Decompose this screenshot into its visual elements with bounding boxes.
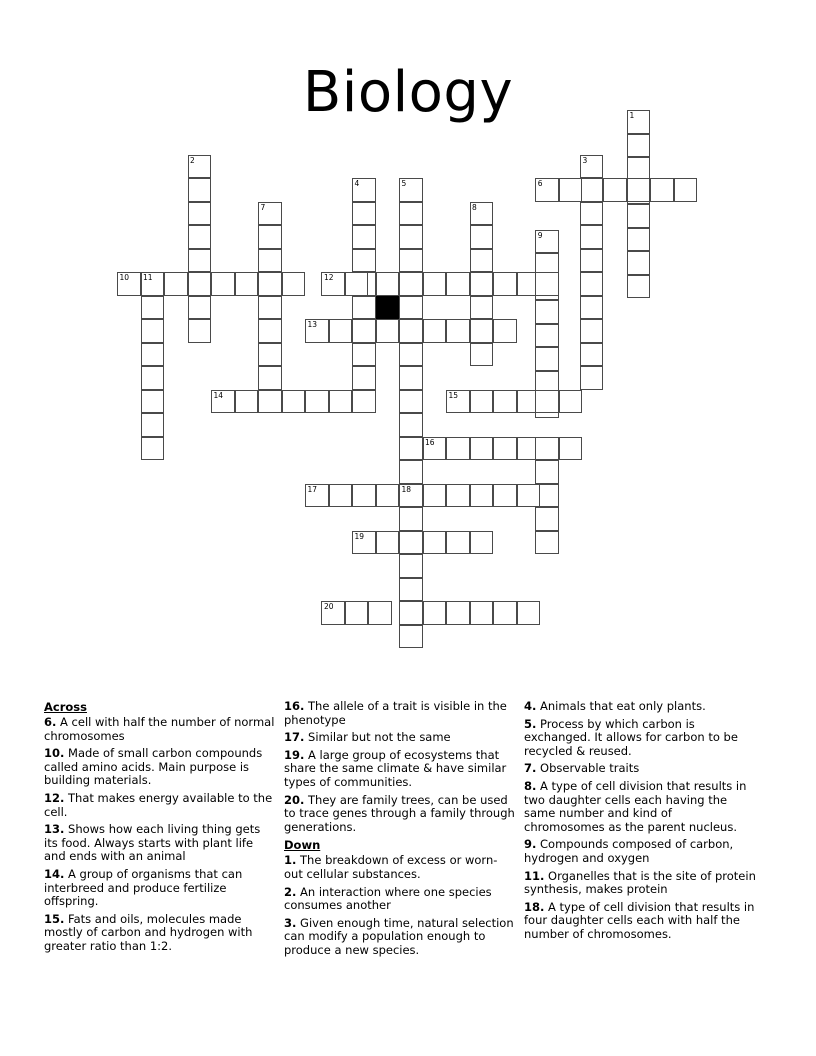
grid-cell[interactable] bbox=[376, 319, 400, 343]
clue-down-9 bbox=[524, 838, 756, 865]
clue-number: 16. bbox=[284, 699, 305, 713]
grid-cell[interactable] bbox=[470, 202, 494, 226]
grid-cell[interactable] bbox=[470, 249, 494, 273]
grid-cell[interactable] bbox=[446, 272, 470, 296]
grid-cell[interactable] bbox=[258, 202, 282, 226]
grid-cell[interactable] bbox=[188, 249, 212, 273]
grid-cell[interactable] bbox=[674, 178, 698, 202]
grid-cell[interactable] bbox=[535, 230, 559, 254]
grid-cell[interactable] bbox=[580, 155, 604, 179]
cell-number: 7 bbox=[260, 202, 266, 212]
clue-across-6 bbox=[44, 716, 276, 743]
clue-number: 4. bbox=[524, 699, 537, 713]
clue-text: The breakdown of excess or worn-out cellular substances. bbox=[284, 853, 498, 881]
grid-cell[interactable] bbox=[423, 601, 447, 625]
grid-cell[interactable] bbox=[321, 272, 345, 296]
clue-down-3 bbox=[284, 917, 516, 958]
grid-cell[interactable] bbox=[399, 296, 423, 320]
grid-cell[interactable] bbox=[141, 343, 165, 367]
clue-number: 2. bbox=[284, 884, 297, 899]
cell-number: 4 bbox=[354, 179, 360, 189]
grid-cell[interactable] bbox=[535, 531, 559, 555]
grid-cell[interactable] bbox=[211, 390, 235, 414]
cell-number: 17 bbox=[307, 484, 318, 494]
grid-cell[interactable] bbox=[399, 625, 423, 649]
grid-cell[interactable] bbox=[399, 507, 423, 531]
clue-text: Shows how each living thing gets its food. Always starts with plant life and ends with an animal bbox=[44, 822, 261, 864]
grid-cell[interactable] bbox=[535, 347, 559, 371]
clue-text: A large group of ecosystems that share the same climate & have similar types of communities. bbox=[284, 747, 507, 789]
grid-cell[interactable] bbox=[446, 601, 470, 625]
grid-cell[interactable] bbox=[352, 390, 376, 414]
clue-column-3 bbox=[524, 700, 762, 946]
clue-across-13 bbox=[44, 823, 276, 864]
grid-cell[interactable] bbox=[258, 390, 282, 414]
cell-number: 9 bbox=[537, 230, 543, 240]
grid-cell[interactable] bbox=[535, 300, 559, 324]
grid-cell[interactable] bbox=[188, 319, 212, 343]
grid-cell[interactable] bbox=[141, 319, 165, 343]
clue-text: The allele of a trait is visible in the phenotype bbox=[284, 699, 507, 727]
grid-cell[interactable] bbox=[580, 296, 604, 320]
grid-cell[interactable] bbox=[235, 272, 259, 296]
cell-number: 5 bbox=[401, 179, 407, 189]
grid-cell[interactable] bbox=[376, 484, 400, 508]
grid-cell[interactable] bbox=[141, 390, 165, 414]
grid-cell[interactable] bbox=[535, 324, 559, 348]
grid-cell[interactable] bbox=[352, 484, 376, 508]
grid-cell[interactable] bbox=[399, 578, 423, 602]
clue-across-12 bbox=[44, 792, 276, 819]
grid-cell[interactable] bbox=[399, 460, 423, 484]
grid-cell[interactable] bbox=[399, 413, 423, 437]
grid-cell[interactable] bbox=[493, 272, 517, 296]
cell-number: 19 bbox=[354, 531, 365, 541]
clue-across-16 bbox=[284, 700, 516, 727]
grid-cell[interactable] bbox=[352, 202, 376, 226]
grid-cell[interactable] bbox=[211, 272, 235, 296]
grid-cell[interactable] bbox=[470, 272, 494, 296]
grid-cell[interactable] bbox=[535, 272, 559, 296]
grid-cell[interactable] bbox=[188, 296, 212, 320]
clue-text: Made of small carbon compounds called amino acids. Main purpose is building materials. bbox=[44, 746, 263, 788]
grid-cell[interactable] bbox=[580, 272, 604, 296]
clue-number: 11. bbox=[524, 868, 545, 883]
grid-cell[interactable] bbox=[423, 531, 447, 555]
grid-cell[interactable] bbox=[470, 319, 494, 343]
grid-cell[interactable] bbox=[423, 319, 447, 343]
grid-cell[interactable] bbox=[141, 437, 165, 461]
cell-number: 10 bbox=[119, 273, 130, 283]
grid-cell[interactable] bbox=[235, 390, 259, 414]
grid-cell[interactable] bbox=[399, 319, 423, 343]
grid-cell[interactable] bbox=[627, 157, 651, 181]
grid-cell[interactable] bbox=[470, 296, 494, 320]
grid-cell[interactable] bbox=[580, 366, 604, 390]
grid-cell[interactable] bbox=[352, 225, 376, 249]
grid-cell[interactable] bbox=[535, 178, 559, 202]
clue-column-1 bbox=[44, 700, 282, 958]
grid-cell[interactable] bbox=[258, 225, 282, 249]
grid-cell[interactable] bbox=[446, 484, 470, 508]
grid-cell[interactable] bbox=[352, 366, 376, 390]
grid-cell[interactable] bbox=[141, 272, 165, 296]
grid-cell[interactable] bbox=[446, 390, 470, 414]
grid-cell[interactable] bbox=[188, 202, 212, 226]
grid-cell[interactable] bbox=[376, 272, 400, 296]
cell-number: 3 bbox=[582, 155, 588, 165]
grid-cell[interactable] bbox=[493, 437, 517, 461]
clue-number: 9. bbox=[524, 837, 537, 852]
grid-cell[interactable] bbox=[470, 225, 494, 249]
grid-cell[interactable] bbox=[517, 484, 541, 508]
grid-cell[interactable] bbox=[535, 507, 559, 531]
grid-cell[interactable] bbox=[352, 296, 376, 320]
grid-cell[interactable] bbox=[423, 272, 447, 296]
grid-cell[interactable] bbox=[470, 531, 494, 555]
grid-cell[interactable] bbox=[258, 272, 282, 296]
grid-cell[interactable] bbox=[282, 272, 306, 296]
clue-number: 14. bbox=[44, 866, 65, 881]
grid-cell[interactable] bbox=[141, 296, 165, 320]
grid-cell[interactable] bbox=[627, 134, 651, 158]
grid-cell[interactable] bbox=[627, 178, 651, 202]
grid-cell[interactable] bbox=[352, 531, 376, 555]
grid-cell[interactable] bbox=[258, 343, 282, 367]
clue-text: They are family trees, can be used to trace genes through a family through generations. bbox=[284, 792, 515, 834]
grid-cell[interactable] bbox=[141, 366, 165, 390]
cell-number: 13 bbox=[307, 320, 318, 330]
grid-cell[interactable] bbox=[493, 390, 517, 414]
grid-cell[interactable] bbox=[352, 249, 376, 273]
grid-cell[interactable] bbox=[282, 390, 306, 414]
cell-number: 6 bbox=[537, 179, 543, 189]
clue-column-2 bbox=[284, 700, 522, 962]
grid-cell[interactable] bbox=[399, 531, 423, 555]
grid-cell[interactable] bbox=[446, 531, 470, 555]
grid-cell[interactable] bbox=[535, 390, 559, 414]
grid-cell[interactable] bbox=[352, 343, 376, 367]
grid-cell[interactable] bbox=[580, 249, 604, 273]
grid-cell[interactable] bbox=[305, 319, 329, 343]
grid-cell[interactable] bbox=[352, 319, 376, 343]
grid-cell[interactable] bbox=[305, 390, 329, 414]
grid-cell[interactable] bbox=[399, 343, 423, 367]
grid-cell[interactable] bbox=[493, 601, 517, 625]
down-heading: Down bbox=[284, 838, 321, 853]
grid-cell[interactable] bbox=[559, 437, 583, 461]
grid-cell[interactable] bbox=[627, 251, 651, 275]
grid-cell[interactable] bbox=[493, 484, 517, 508]
grid-cell[interactable] bbox=[399, 249, 423, 273]
cell-number: 18 bbox=[401, 484, 412, 494]
clue-number: 17. bbox=[284, 730, 305, 745]
grid-cell[interactable] bbox=[470, 390, 494, 414]
grid-cell[interactable] bbox=[345, 272, 369, 296]
clue-down-8 bbox=[524, 780, 756, 834]
grid-cell[interactable] bbox=[258, 249, 282, 273]
clue-number: 19. bbox=[284, 747, 305, 762]
page-title: Biology bbox=[302, 59, 514, 125]
clue-number: 1. bbox=[284, 853, 297, 868]
grid-cell[interactable] bbox=[305, 484, 329, 508]
cell-number: 15 bbox=[448, 390, 459, 400]
grid-cell[interactable] bbox=[399, 225, 423, 249]
grid-cell[interactable] bbox=[470, 437, 494, 461]
clue-across-17 bbox=[284, 731, 516, 745]
grid-cell[interactable] bbox=[559, 178, 583, 202]
clue-across-20 bbox=[284, 794, 516, 835]
grid-cell[interactable] bbox=[627, 228, 651, 252]
grid-cell[interactable] bbox=[580, 202, 604, 226]
grid-cell[interactable] bbox=[329, 484, 353, 508]
grid-cell[interactable] bbox=[399, 601, 423, 625]
clue-text: Similar but not the same bbox=[304, 730, 451, 745]
clue-text: That makes energy available to the cell. bbox=[44, 790, 273, 819]
clue-text: A cell with half the number of normal chromosomes bbox=[44, 715, 275, 743]
grid-cell[interactable] bbox=[535, 460, 559, 484]
clue-text: A group of organisms that can interbreed and produce fertilize offspring. bbox=[44, 866, 243, 909]
grid-cell[interactable] bbox=[188, 155, 212, 179]
cell-number: 14 bbox=[213, 390, 224, 400]
clue-down-18 bbox=[524, 901, 756, 942]
grid-cell[interactable] bbox=[446, 437, 470, 461]
clue-number: 12. bbox=[44, 790, 65, 805]
clue-across-15 bbox=[44, 913, 276, 954]
grid-cell[interactable] bbox=[345, 601, 369, 625]
grid-cell[interactable] bbox=[535, 437, 559, 461]
clue-across-14 bbox=[44, 868, 276, 909]
grid-cell[interactable] bbox=[603, 178, 627, 202]
grid-cell[interactable] bbox=[141, 413, 165, 437]
grid-cell[interactable] bbox=[580, 343, 604, 367]
clue-text: Fats and oils, molecules made mostly of carbon and hydrogen with greater ratio than 1:2. bbox=[44, 911, 253, 953]
clue-number: 18. bbox=[524, 899, 545, 914]
clue-text: Given enough time, natural selection can modify a population enough to produce a new species. bbox=[284, 915, 514, 957]
grid-cell[interactable] bbox=[188, 272, 212, 296]
grid-cell[interactable] bbox=[321, 601, 345, 625]
grid-cell[interactable] bbox=[399, 202, 423, 226]
grid-cell[interactable] bbox=[580, 319, 604, 343]
clue-number: 15. bbox=[44, 911, 65, 926]
grid-cell[interactable] bbox=[470, 484, 494, 508]
clue-text: A type of cell division that results in two daughter cells each having the same number and kind of chromosomes as the parent nucleus. bbox=[524, 778, 747, 834]
cell-number: 16 bbox=[425, 437, 435, 447]
clue-down-4 bbox=[524, 700, 756, 714]
grid-cell[interactable] bbox=[399, 554, 423, 578]
clue-text: An interaction where one species consumes another bbox=[284, 884, 492, 913]
clue-text: Organelles that is the site of protein synthesis, makes protein bbox=[524, 868, 756, 897]
grid-cell[interactable] bbox=[368, 601, 392, 625]
grid-cell[interactable] bbox=[258, 319, 282, 343]
grid-cell[interactable] bbox=[627, 275, 651, 299]
cell-number: 2 bbox=[190, 155, 195, 165]
clue-number: 3. bbox=[284, 915, 297, 930]
grid-cell[interactable] bbox=[650, 178, 674, 202]
grid-cell[interactable] bbox=[627, 204, 651, 228]
grid-cell[interactable] bbox=[188, 178, 212, 202]
clue-text: Compounds composed of carbon, hydrogen and oxygen bbox=[524, 837, 734, 865]
grid-cell[interactable] bbox=[376, 531, 400, 555]
grid-cell[interactable] bbox=[470, 343, 494, 367]
clues-container bbox=[44, 700, 780, 962]
grid-cell[interactable] bbox=[627, 110, 651, 134]
clue-number: 13. bbox=[44, 822, 65, 837]
clue-down-11 bbox=[524, 870, 756, 897]
clue-text: Animals that eat only plants. bbox=[536, 699, 706, 713]
cell-number: 11 bbox=[143, 273, 153, 283]
grid-cell[interactable] bbox=[446, 319, 470, 343]
grid-cell[interactable] bbox=[493, 319, 517, 343]
grid-cell[interactable] bbox=[164, 272, 188, 296]
clue-number: 5. bbox=[524, 716, 537, 731]
grid-cell[interactable] bbox=[399, 484, 423, 508]
clue-text: Observable traits bbox=[536, 761, 640, 776]
clue-down-5 bbox=[524, 718, 756, 759]
grid-cell[interactable] bbox=[329, 390, 353, 414]
grid-cell[interactable] bbox=[352, 178, 376, 202]
grid-cell[interactable] bbox=[423, 437, 447, 461]
cell-number: 12 bbox=[323, 273, 334, 283]
cell-number: 1 bbox=[629, 111, 635, 120]
clue-across-10 bbox=[44, 747, 276, 788]
clue-down-2 bbox=[284, 886, 516, 913]
grid-cell[interactable] bbox=[470, 601, 494, 625]
grid-cell-blocked bbox=[376, 296, 400, 320]
grid-cell[interactable] bbox=[399, 366, 423, 390]
cell-number: 20 bbox=[323, 602, 334, 612]
clue-text: Process by which carbon is exchanged. It allows for carbon to be recycled & reused. bbox=[524, 716, 738, 758]
clue-down-7 bbox=[524, 762, 756, 776]
grid-cell[interactable] bbox=[580, 178, 604, 202]
clue-number: 8. bbox=[524, 778, 537, 793]
clue-number: 6. bbox=[44, 715, 57, 729]
grid-cell[interactable] bbox=[399, 178, 423, 202]
across-heading: Across bbox=[44, 700, 87, 714]
clue-across-19 bbox=[284, 749, 516, 790]
grid-cell[interactable] bbox=[329, 319, 353, 343]
grid-cell[interactable] bbox=[517, 601, 541, 625]
grid-cell[interactable] bbox=[188, 225, 212, 249]
clue-number: 10. bbox=[44, 746, 65, 761]
grid-cell[interactable] bbox=[399, 390, 423, 414]
grid-cell[interactable] bbox=[399, 272, 423, 296]
grid-cell[interactable] bbox=[423, 484, 447, 508]
cell-number: 8 bbox=[472, 202, 477, 212]
grid-cell[interactable] bbox=[399, 437, 423, 461]
clue-number: 20. bbox=[284, 792, 305, 807]
grid-cell[interactable] bbox=[258, 296, 282, 320]
grid-cell[interactable] bbox=[117, 272, 141, 296]
clue-number: 7. bbox=[524, 761, 537, 776]
grid-cell[interactable] bbox=[559, 390, 583, 414]
clue-text: A type of cell division that results in four daughter cells each with half the number of chromosomes. bbox=[524, 899, 755, 941]
grid-cell[interactable] bbox=[258, 366, 282, 390]
clue-down-1 bbox=[284, 854, 516, 881]
grid-cell[interactable] bbox=[580, 225, 604, 249]
